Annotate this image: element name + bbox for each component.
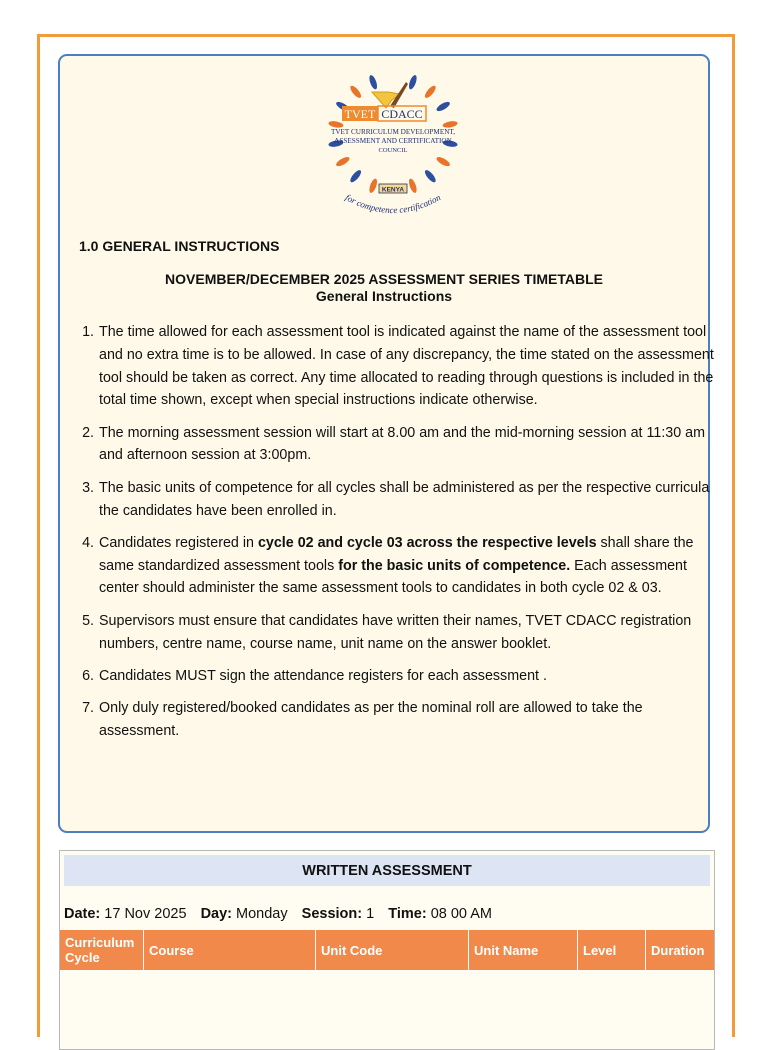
- logo-brand-left: TVET: [344, 107, 376, 121]
- wreath-leaf: [349, 84, 363, 99]
- instruction-item: [98, 422, 718, 468]
- wreath-leaf: [423, 169, 437, 184]
- time-label: Time:: [388, 906, 427, 922]
- instruction-item: [98, 532, 718, 600]
- schedule-table-header: [60, 930, 714, 970]
- timetable-subtitle: General Instructions: [315, 288, 453, 304]
- wreath-leaf: [435, 155, 451, 168]
- instruction-emphasis: cycle 02 and cycle 03 across the respective levels: [257, 534, 597, 551]
- wreath-leaf: [407, 74, 418, 90]
- date-label: Date:: [64, 906, 101, 922]
- timetable-title-block: [60, 271, 708, 305]
- column-header-course: Course: [144, 930, 316, 970]
- logo-brand-right: CDACC: [381, 107, 423, 121]
- logo-council-line-1: TVET CURRICULUM DEVELOPMENT,: [330, 128, 456, 136]
- instruction-text: Candidates MUST sign the attendance registers for each assessment .: [99, 667, 547, 684]
- instruction-text: The morning assessment session will start at 8.00 am and the mid-morning session at 11:30 am and afternoon session at 3:00pm.: [99, 424, 706, 464]
- session-details: [64, 906, 492, 922]
- general-instructions-card: [58, 54, 714, 833]
- column-header-unit-name: Unit Name: [469, 930, 578, 970]
- day-value: Monday: [236, 906, 288, 922]
- instruction-text: The time allowed for each assessment tool is indicated against the name of the assessment tool and no extra time is to be allowed. In case of any discrepancy, the time stated on the assessment tool should be taken as correct. Any time allocated to reading through questions is included in the total time shown, except when special instructions indicate otherwise.: [99, 324, 714, 409]
- instruction-item: [98, 697, 718, 743]
- instruction-item: [98, 665, 718, 688]
- tvet-cdacc-logo: [308, 70, 478, 220]
- instruction-text: Candidates registered in: [99, 534, 258, 551]
- instruction-text: Each assessment center should administer the same assessment tools to candidates in both cycle 02 & 03.: [99, 557, 687, 597]
- instruction-text: shall share the same standardized assessment tools: [99, 534, 694, 574]
- wreath-leaf: [435, 100, 451, 113]
- wreath-leaf: [368, 74, 379, 90]
- column-header-curriculum-cycle: Curriculum Cycle: [60, 930, 144, 970]
- session-label: Session:: [301, 906, 363, 922]
- wreath-leaf: [423, 84, 437, 99]
- session-value: 1: [366, 906, 375, 922]
- column-header-level: Level: [578, 930, 646, 970]
- instruction-text: Only duly registered/booked candidates as per the nominal roll are allowed to take the assessment.: [99, 700, 643, 739]
- written-assessment-block: [59, 850, 715, 1050]
- logo-council-line-3: COUNCIL: [378, 147, 408, 154]
- section-heading: 1.0 GENERAL INSTRUCTIONS: [79, 238, 280, 254]
- instruction-text: Supervisors must ensure that candidates have written their names, TVET CDACC registration numbers, centre name, course name, unit name on the answer booklet.: [99, 612, 692, 652]
- column-header-duration: Duration: [651, 942, 705, 958]
- date-value: 17 Nov 2025: [104, 906, 187, 922]
- time-value: 08 00 AM: [430, 906, 492, 922]
- written-assessment-banner: WRITTEN ASSESSMENT: [64, 855, 710, 886]
- instruction-emphasis: for the basic units of competence.: [338, 557, 571, 574]
- wreath-leaf: [407, 178, 418, 194]
- wreath-leaf: [368, 178, 379, 194]
- instruction-list: [79, 321, 718, 752]
- logo-tagline: for competence certification: [343, 192, 443, 216]
- logo-council-line-2: ASSESSMENT AND CERTIFICATION: [334, 137, 452, 145]
- instruction-item: [98, 321, 718, 412]
- instruction-item: [98, 477, 718, 523]
- day-label: Day:: [200, 906, 232, 922]
- instruction-text: The basic units of competence for all cycles shall be administered as per the respective curricula the candidates have been enrolled in.: [99, 479, 710, 519]
- page-frame: [37, 34, 735, 1037]
- instruction-item: [98, 610, 718, 656]
- column-header-unit-code: Unit Code: [316, 930, 469, 970]
- wreath-leaf: [335, 155, 351, 168]
- logo-country: KENYA: [381, 186, 405, 194]
- timetable-title: NOVEMBER/DECEMBER 2025 ASSESSMENT SERIES TIMETABLE: [165, 271, 603, 287]
- wreath-leaf: [349, 169, 363, 184]
